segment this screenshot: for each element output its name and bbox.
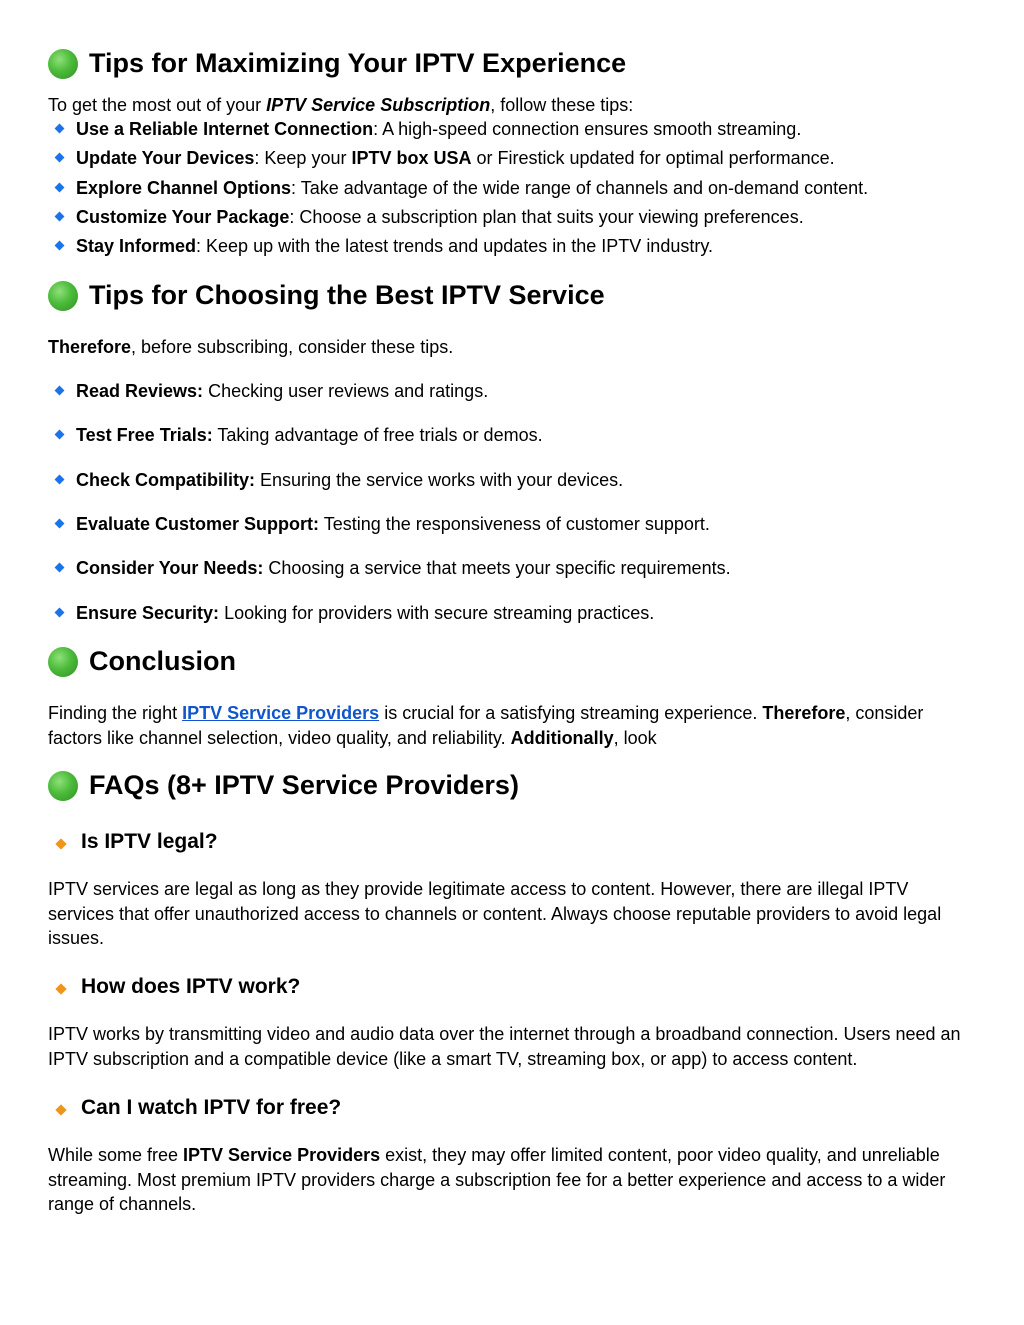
diamond-bullet-icon (55, 430, 65, 440)
diamond-bullet-icon (55, 386, 65, 396)
diamond-bullet-icon (55, 1104, 66, 1115)
green-circle-icon (48, 49, 78, 79)
iptv-service-providers-link[interactable]: IPTV Service Providers (182, 703, 380, 723)
intro-paragraph: Therefore, before subscribing, consider these tips. (48, 337, 454, 357)
green-circle-icon (48, 771, 78, 801)
section-heading-choosing: Tips for Choosing the Best IPTV Service (48, 280, 605, 311)
diamond-bullet-icon (55, 241, 65, 251)
diamond-bullet-icon (55, 475, 65, 485)
faq-answer: IPTV services are legal as long as they provide legitimate access to content. However, there are illegal IPTV services that offer unauthorized access to channels or content. Always choose reputable providers to avoid legal issues. (48, 879, 942, 948)
faq-answer: IPTV works by transmitting video and audio data over the internet through a broadband connection. Users need an IPTV subscription and a compatible device (like a smart TV, streaming box, or app) to access content. (48, 1024, 961, 1069)
section-heading-faqs: FAQs (8+ IPTV Service Providers) (48, 770, 519, 801)
green-circle-icon (48, 281, 78, 311)
diamond-bullet-icon (55, 838, 66, 849)
section-heading-conclusion: Conclusion (48, 646, 236, 677)
diamond-bullet-icon (55, 124, 65, 134)
diamond-bullet-icon (55, 608, 65, 618)
diamond-bullet-icon (55, 212, 65, 222)
diamond-bullet-icon (55, 153, 65, 163)
diamond-bullet-icon (55, 983, 66, 994)
diamond-bullet-icon (55, 519, 65, 529)
conclusion-paragraph: Finding the right IPTV Service Providers is crucial for a satisfying streaming experience. Therefore, consider factors like channel selection, video quality, and reliability. Additionally, look (48, 703, 924, 748)
section-heading-maximizing: Tips for Maximizing Your IPTV Experience (48, 48, 626, 79)
diamond-bullet-icon (55, 563, 65, 573)
diamond-bullet-icon (55, 183, 65, 193)
faq-answer: While some free IPTV Service Providers exist, they may offer limited content, poor video quality, and unreliable streaming. Most premium IPTV providers charge a subscription fee for a better experience and access to a wider range of channels. (48, 1145, 946, 1214)
intro-paragraph: To get the most out of your IPTV Service Subscription, follow these tips: (48, 95, 634, 115)
green-circle-icon (48, 647, 78, 677)
